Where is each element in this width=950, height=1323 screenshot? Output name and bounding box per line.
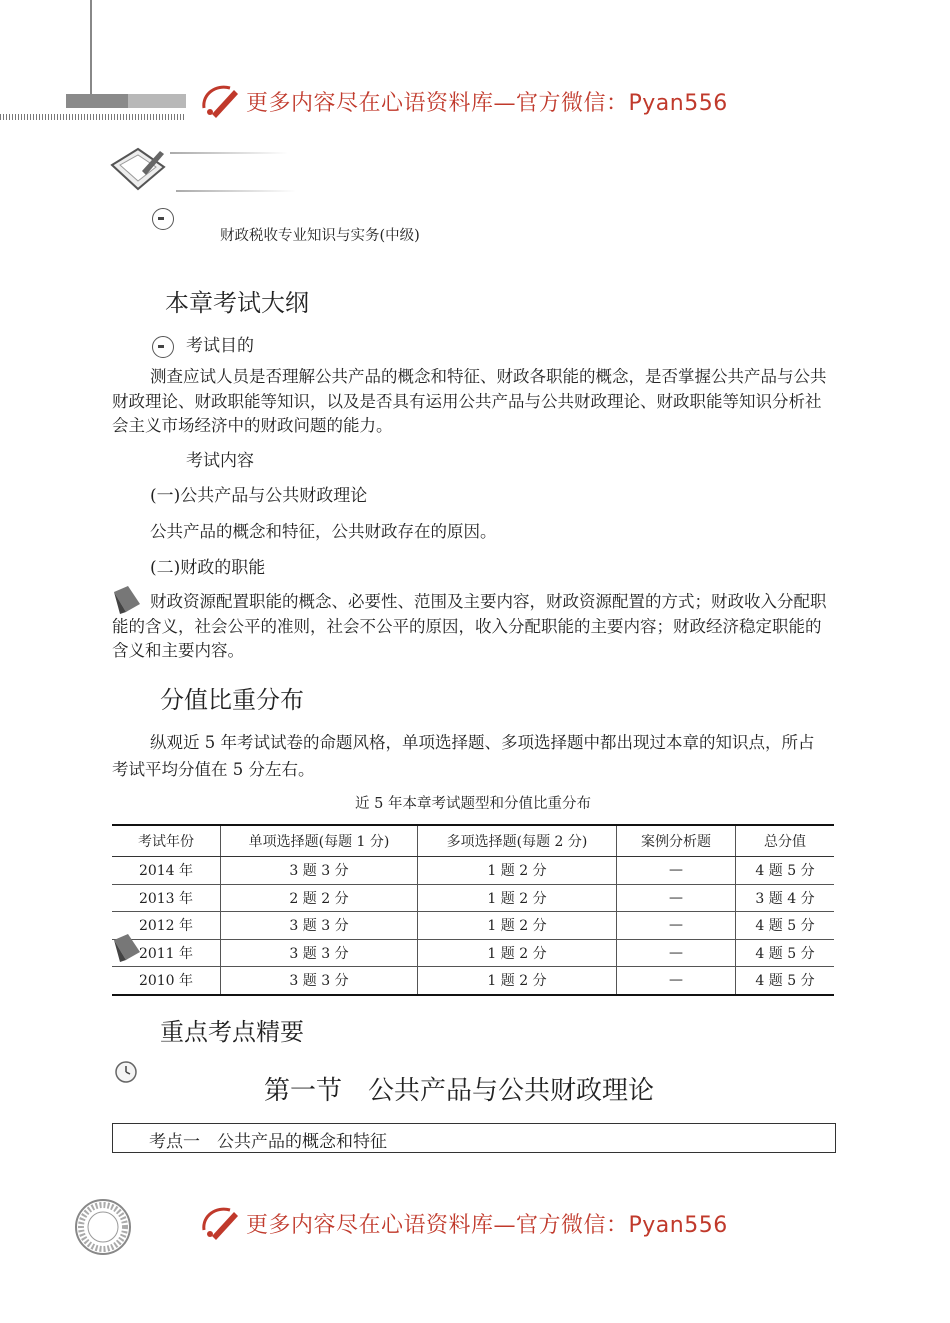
- cell-case: —: [617, 939, 736, 967]
- cell-year: 2011 年: [112, 939, 221, 967]
- record-icon: [152, 208, 174, 230]
- col-single-choice: 单项选择题(每题 1 分): [221, 825, 418, 857]
- table-row: [112, 939, 834, 967]
- header-rule-1: [170, 152, 288, 154]
- header-tick-strip: [0, 114, 186, 120]
- cell-year: 2010 年: [112, 967, 221, 995]
- cell-year: 2012 年: [112, 912, 221, 940]
- col-year: 考试年份: [112, 825, 221, 857]
- banner-text: [246, 86, 728, 117]
- cell-single: 3 题 3 分: [221, 857, 418, 885]
- section2-title: (二)财政的职能: [150, 558, 266, 578]
- pushpin-icon: [110, 930, 144, 964]
- key-points-heading: 重点考点精要: [160, 1018, 304, 1046]
- cell-single: 3 题 3 分: [221, 939, 418, 967]
- content-label: 考试内容: [186, 451, 254, 471]
- footer-gear-icon: [74, 1198, 132, 1256]
- footer-banner-wechat-id: Pyan556: [628, 1213, 728, 1238]
- point-box: [112, 1123, 836, 1153]
- distribution-intro: 纵观近 5 年考试试卷的命题风格，单项选择题、多项选择题中都出现过本章的知识点，所占考试平均分值在 5 分左右。: [112, 733, 815, 779]
- cell-multiple: 1 题 2 分: [418, 857, 617, 885]
- distribution-heading: 分值比重分布: [160, 686, 304, 714]
- col-multiple-choice: 多项选择题(每题 2 分): [418, 825, 617, 857]
- point-box-label: 考点一 公共产品的概念和特征: [149, 1132, 387, 1152]
- cell-total: 4 题 5 分: [736, 857, 835, 885]
- header-rule-2: [176, 190, 296, 192]
- section2-text: 财政资源配置职能的概念、必要性、范围及主要内容，财政资源配置的方式；财政收入分配职能的含义，社会公平的准则，社会不公平的原因，收入分配职能的主要内容；财政经济稳定职能的含义和主要内容。: [112, 592, 827, 660]
- cell-year: 2013 年: [112, 884, 221, 912]
- objective-text: 测查应试人员是否理解公共产品的概念和特征、财政各职能的概念，是否掌握公共产品与公共财政理论、财政职能等知识，以及是否具有运用公共产品与公共财政理论、财政职能等知识分析社会主义市场经济中的财政问题的能力。: [112, 367, 827, 435]
- cell-multiple: 1 题 2 分: [418, 884, 617, 912]
- pen-logo-icon: [200, 80, 242, 120]
- cell-multiple: 1 题 2 分: [418, 967, 617, 995]
- table-row: [112, 912, 834, 940]
- objective-bullet-icon: [152, 336, 174, 358]
- section1-title: (一)公共产品与公共财政理论: [150, 486, 368, 506]
- header-bar-dark: [66, 94, 128, 108]
- pen-logo-icon: [200, 1202, 242, 1242]
- header-banner: [200, 80, 760, 124]
- table-row: [112, 967, 834, 995]
- outline-heading: 本章考试大纲: [165, 289, 309, 317]
- cell-case: —: [617, 967, 736, 995]
- footer-banner-text: [246, 1208, 728, 1239]
- cell-multiple: 1 题 2 分: [418, 939, 617, 967]
- cell-single: 3 题 3 分: [221, 912, 418, 940]
- cell-total: 3 题 4 分: [736, 884, 835, 912]
- col-total: 总分值: [736, 825, 835, 857]
- cell-single: 3 题 3 分: [221, 967, 418, 995]
- cell-total: 4 题 5 分: [736, 912, 835, 940]
- clipboard-pen-icon: [108, 145, 178, 197]
- book-title: 财政税收专业知识与实务(中级): [220, 228, 420, 244]
- table-row: [112, 857, 834, 885]
- section-title: 第一节 公共产品与公共财政理论: [264, 1076, 655, 1106]
- footer-banner: [200, 1202, 760, 1246]
- score-table: [112, 824, 834, 996]
- section1-text: 公共产品的概念和特征，公共财政存在的原因。: [150, 522, 497, 541]
- banner-main-text: 更多内容尽在心语资料库—官方微信：: [246, 91, 629, 116]
- cell-total: 4 题 5 分: [736, 967, 835, 995]
- cell-case: —: [617, 884, 736, 912]
- table-row: [112, 884, 834, 912]
- cell-year: 2014 年: [112, 857, 221, 885]
- col-case-analysis: 案例分析题: [617, 825, 736, 857]
- clock-icon: [114, 1060, 138, 1084]
- objective-label: 考试目的: [186, 336, 254, 356]
- header-bar-mid: [128, 94, 186, 108]
- cell-total: 4 题 5 分: [736, 939, 835, 967]
- cell-case: —: [617, 857, 736, 885]
- footer-banner-main-text: 更多内容尽在心语资料库—官方微信：: [246, 1213, 629, 1238]
- header-vertical-rule: [90, 0, 92, 95]
- cell-single: 2 题 2 分: [221, 884, 418, 912]
- table-header-row: [112, 825, 834, 857]
- table-caption: 近 5 年本章考试题型和分值比重分布: [355, 796, 591, 812]
- banner-wechat-id: Pyan556: [628, 91, 728, 116]
- cell-multiple: 1 题 2 分: [418, 912, 617, 940]
- cell-case: —: [617, 912, 736, 940]
